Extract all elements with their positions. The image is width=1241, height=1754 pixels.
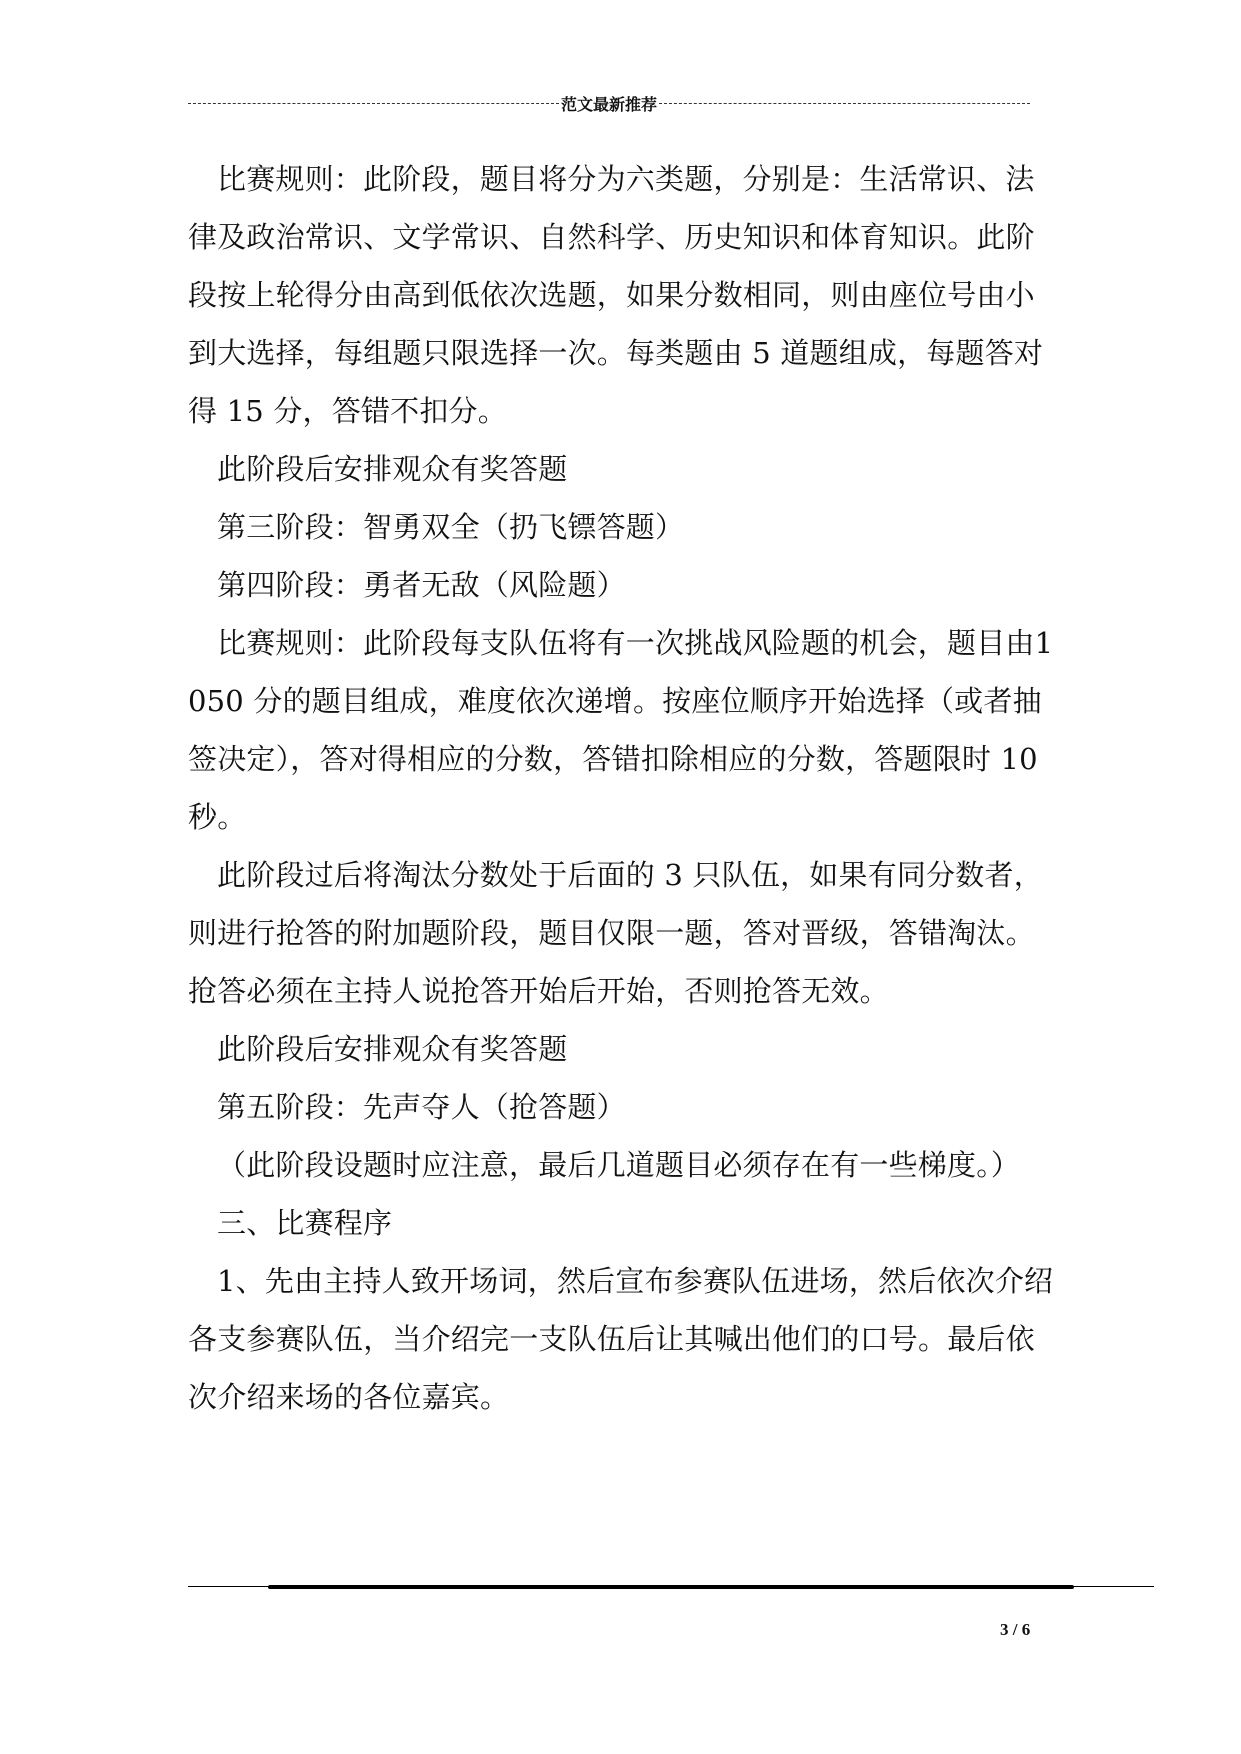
document-body (188, 150, 1054, 1426)
header-dash-left (188, 103, 559, 104)
paragraph-rules-stage4: 比赛规则：此阶段每支队伍将有一次挑战风险题的机会，题目由1050 分的题目组成，难度依次递增。按座位顺序开始选择（或者抽签决定），答对得相应的分数，答错扣除相应的分数，答题限时 10 秒。 (188, 626, 1054, 834)
footer-rule (188, 1584, 1154, 1590)
page-number: 3 / 6 (1000, 1620, 1031, 1639)
footer-rule-thick (268, 1585, 1074, 1589)
paragraph-stage3: 第三阶段：智勇双全（扔飞镖答题） (217, 510, 685, 544)
paragraph-rules-stage2: 比赛规则：此阶段，题目将分为六类题，分别是：生活常识、法律及政治常识、文学常识、自然科学、历史知识和体育知识。此阶段按上轮得分由高到低依次选题，如果分数相同，则由座位号由小到大选择，每组题只限选择一次。每类题由 5 道题组成，每题答对得 15 分，答错不扣分。 (188, 162, 1044, 428)
paragraph-elimination: 此阶段过后将淘汰分数处于后面的 3 只队伍，如果有同分数者，则进行抢答的附加题阶段，题目仅限一题，答对晋级，答错淘汰。抢答必须在主持人说抢答开始后开始，否则抢答无效。 (188, 858, 1043, 1008)
paragraph-audience-quiz-2: 此阶段后安排观众有奖答题 (217, 1032, 568, 1066)
paragraph-audience-quiz-1: 此阶段后安排观众有奖答题 (217, 452, 568, 486)
header-dash-right (659, 103, 1030, 104)
paragraph-stage5-note: （此阶段设题时应注意，最后几道题目必须存在有一些梯度。） (217, 1148, 1021, 1182)
paragraph-procedure-1: 1、先由主持人致开场词，然后宣布参赛队伍进场，然后依次介绍各支参赛队伍，当介绍完一支队伍后让其喊出他们的口号。最后依次介绍来场的各位嘉宾。 (188, 1264, 1054, 1414)
paragraph-stage4: 第四阶段：勇者无敌（风险题） (217, 568, 626, 602)
section-heading-procedure: 三、比赛程序 (217, 1206, 393, 1240)
header-title: 范文最新推荐 (561, 94, 658, 114)
paragraph-stage5: 第五阶段：先声夺人（抢答题） (217, 1090, 626, 1124)
page-header (188, 88, 1030, 118)
